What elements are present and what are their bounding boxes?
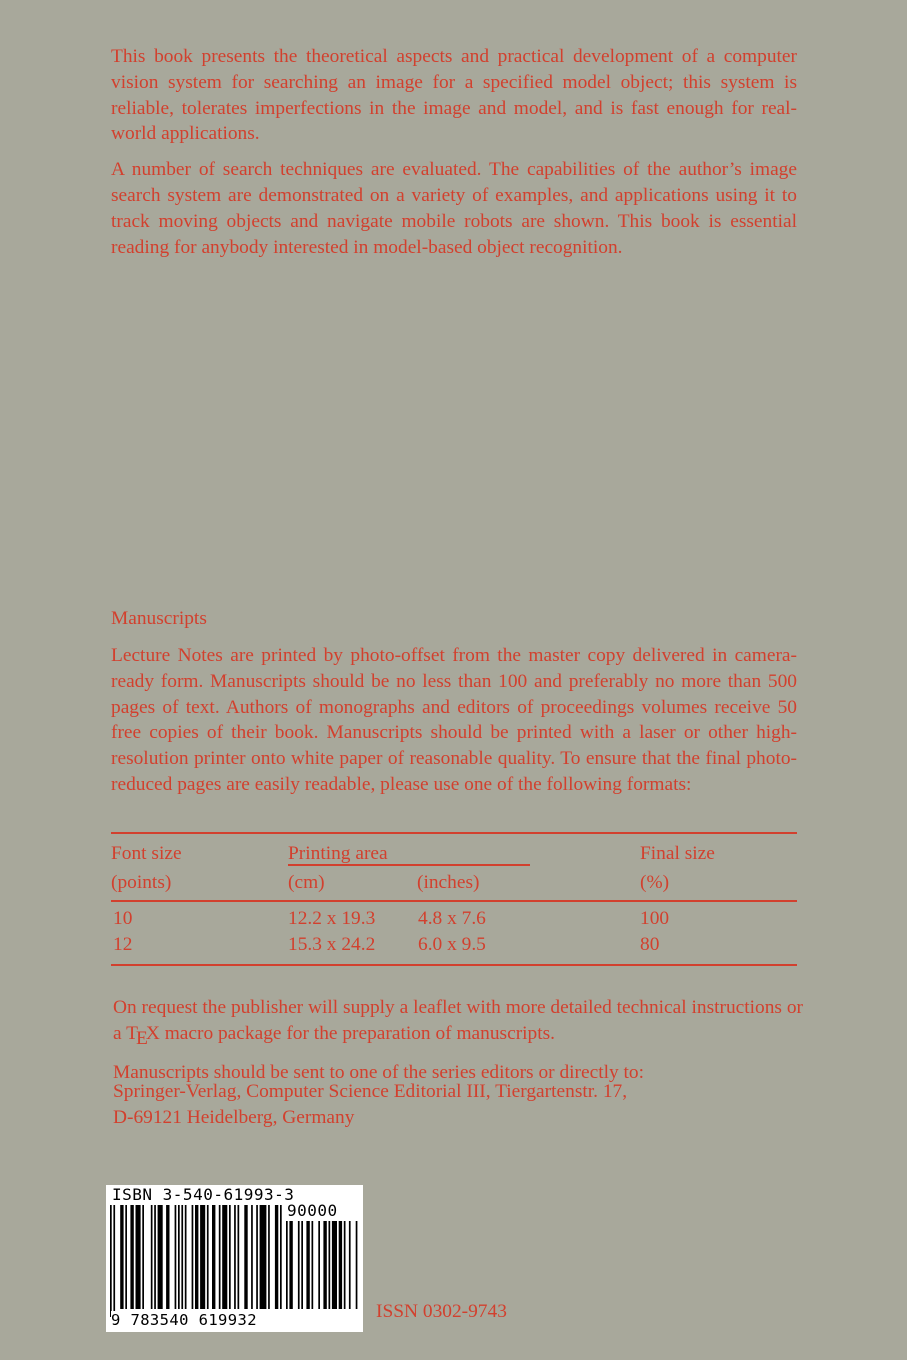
manuscripts-heading: Manuscripts xyxy=(111,608,207,629)
tex-t: T xyxy=(126,1023,138,1045)
request-paragraph xyxy=(113,995,803,1050)
book-blurb xyxy=(111,44,797,270)
header-printing-area: Printing area xyxy=(288,843,388,864)
isbn-text: ISBN 3-540-61993-3 xyxy=(112,1185,295,1204)
address-line-1: Springer-Verlag, Computer Science Editorial III, Tiergartenstr. 17, xyxy=(113,1081,628,1102)
isbn-barcode xyxy=(106,1185,363,1332)
request-text-before: On request the publisher will supply a leaflet with more detailed technical instructions or a xyxy=(113,997,803,1045)
blurb-paragraph-2: A number of search techniques are evaluated. The capabilities of the author’s image search system are demonstrated on a variety of examples, and applications using it to track moving objects and navigate mobile robots are shown. This book is essential reading for anybody interested in model-based object recognition. xyxy=(111,159,797,258)
header-font-size: Font size xyxy=(111,843,182,864)
row-2-inches: 6.0 x 9.5 xyxy=(418,934,486,955)
manuscripts-body: Lecture Notes are printed by photo-offset from the master copy delivered in camera-ready form. Manuscripts should be no less than 100 and preferably no more than 500 pages of text. Authors of monographs and editors of proceedings volumes receive 50 free copies of their book. Manuscripts should be printed with a laser or other high-resolution printer onto white paper of reasonable quality. To ensure that the final photo-reduced pages are easily readable, please use one of the following formats: xyxy=(111,645,797,795)
row-1-font: 10 xyxy=(113,908,133,929)
printing-area-underline xyxy=(288,864,530,866)
publisher-address xyxy=(113,1079,627,1131)
row-2-final: 80 xyxy=(640,934,660,955)
row-1-cm: 12.2 x 19.3 xyxy=(288,908,376,929)
header-inches: (inches) xyxy=(417,872,480,893)
table-top-rule xyxy=(111,832,797,834)
ean-number: 9 783540 619932 xyxy=(111,1311,257,1329)
blurb-paragraph-1: This book presents the theoretical aspects and practical development of a computer vision system for searching an image for a specified model object; this system is reliable, tolerates imperfections in the image and model, and is fast enough for real-world applications. xyxy=(111,46,797,145)
header-cm: (cm) xyxy=(288,872,325,893)
row-2-cm: 15.3 x 24.2 xyxy=(288,934,376,955)
row-1-final: 100 xyxy=(640,908,670,929)
header-final-size: Final size xyxy=(640,843,715,864)
table-bottom-rule xyxy=(111,964,797,966)
issn-text: ISSN 0302-9743 xyxy=(376,1301,507,1322)
table-header-rule xyxy=(111,900,797,902)
addon-code: 90000 xyxy=(287,1201,338,1220)
address-line-2: D-69121 Heidelberg, Germany xyxy=(113,1106,355,1128)
row-2-font: 12 xyxy=(113,934,133,955)
addon-barcode-bars xyxy=(286,1221,358,1327)
tex-logo xyxy=(126,1023,160,1050)
send-paragraph: Manuscripts should be sent to one of the series editors or directly to: xyxy=(113,1062,644,1084)
request-text-after: macro package for the preparation of manuscripts. xyxy=(159,1023,556,1045)
tex-x: X xyxy=(145,1023,160,1045)
row-1-inches: 4.8 x 7.6 xyxy=(418,908,486,929)
header-percent: (%) xyxy=(640,872,670,893)
header-points: (points) xyxy=(111,872,172,893)
tex-e: E xyxy=(135,1028,148,1050)
ean-barcode-bars xyxy=(110,1205,282,1317)
